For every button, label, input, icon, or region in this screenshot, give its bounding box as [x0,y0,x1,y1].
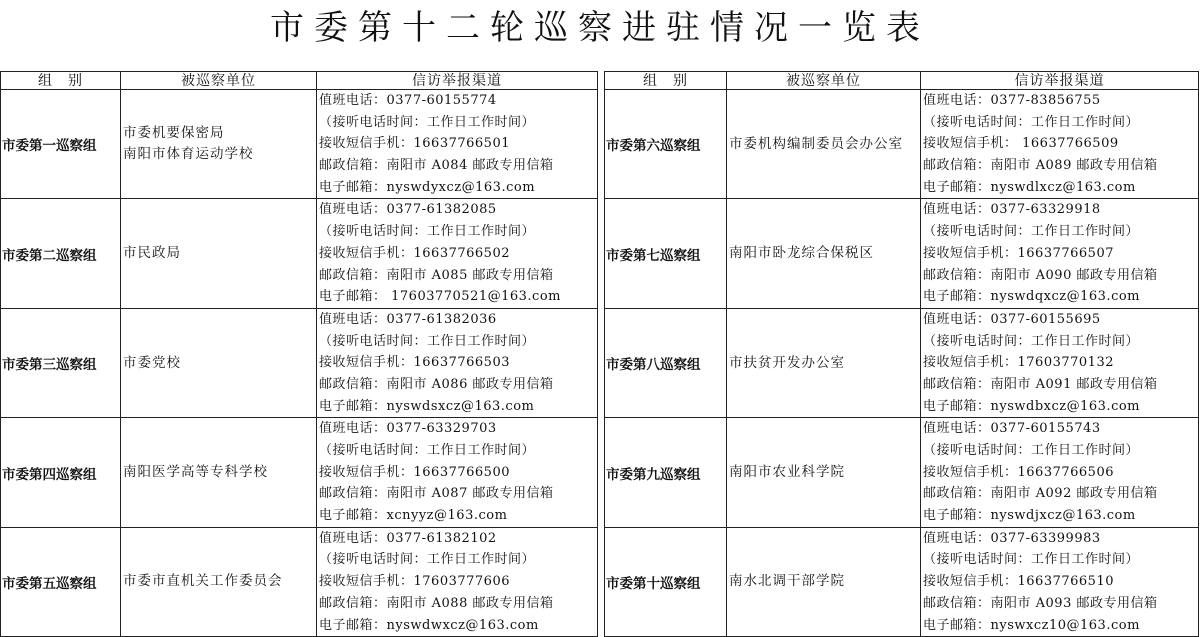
postal-box: 邮政信箱：南阳市 A085 邮政专用信箱 [319,267,554,283]
phone-hours: （接听电话时间：工作日工作时间） [319,114,536,130]
header-group: 组 别 [1,72,121,90]
phone-hours: （接听电话时间：工作日工作时间） [923,114,1140,130]
postal-box: 邮政信箱：南阳市 A091 邮政专用信箱 [923,376,1158,392]
sms-number: 接收短信手机：16637766500 [319,464,510,480]
email-address: 电子邮箱：nyswdyxcz@163.com [319,179,536,195]
inspected-unit: 市民政局 [121,199,317,308]
group-name: 市委第六巡察组 [605,90,727,199]
table-row [605,90,1199,199]
group-name: 市委第一巡察组 [1,90,121,199]
inspection-table-right [604,71,1199,637]
header-channel: 信访举报渠道 [317,72,598,90]
email-address: 电子邮箱：nyswdqxcz@163.com [923,289,1141,305]
group-name: 市委第十巡察组 [605,527,727,636]
header-channel: 信访举报渠道 [921,72,1199,90]
inspected-unit: 市扶贫开发办公室 [727,308,921,417]
duty-phone: 值班电话：0377-61382102 [319,530,497,546]
sms-number: 接收短信手机：16637766510 [923,574,1114,590]
group-name: 市委第七巡察组 [605,199,727,308]
inspected-unit: 市委机要保密局 南阳市体育运动学校 [121,90,317,199]
sms-number: 接收短信手机：16637766503 [319,355,510,371]
table-row [1,418,598,527]
group-name: 市委第二巡察组 [1,199,121,308]
duty-phone: 值班电话：0377-60155743 [923,421,1101,437]
table-row [1,90,598,199]
inspected-unit: 市委机构编制委员会办公室 [727,90,921,199]
duty-phone: 值班电话：0377-63399983 [923,530,1101,546]
report-channels [317,418,598,527]
postal-box: 邮政信箱：南阳市 A086 邮政专用信箱 [319,376,554,392]
sms-number: 接收短信手机：17603770132 [923,355,1114,371]
inspection-table-left [0,71,598,637]
postal-box: 邮政信箱：南阳市 A084 邮政专用信箱 [319,158,554,174]
phone-hours: （接听电话时间：工作日工作时间） [319,443,536,458]
report-channels [921,308,1199,417]
phone-hours: （接听电话时间：工作日工作时间） [923,224,1140,240]
email-address: 电子邮箱：xcnyyz@163.com [319,508,508,524]
report-channels [921,418,1199,527]
sms-number: 接收短信手机：16637766507 [923,245,1114,261]
phone-hours: （接听电话时间：工作日工作时间） [319,333,536,349]
duty-phone: 值班电话：0377-63329918 [923,202,1101,218]
sms-number: 接收短信手机： 16637766509 [923,136,1119,152]
header-group: 组 别 [605,72,727,90]
inspected-unit: 南阳市卧龙综合保税区 [727,199,921,308]
phone-hours: （接听电话时间：工作日工作时间） [319,552,536,568]
phone-hours: （接听电话时间：工作日工作时间） [923,333,1140,349]
group-name: 市委第四巡察组 [1,418,121,527]
table-row [1,308,598,417]
duty-phone: 值班电话：0377-61382085 [319,202,497,218]
report-channels [317,527,598,636]
duty-phone: 值班电话：0377-61382036 [319,311,497,327]
email-address: 电子邮箱：nyswdjxcz@163.com [923,508,1136,524]
phone-hours: （接听电话时间：工作日工作时间） [319,224,536,240]
phone-hours: （接听电话时间：工作日工作时间） [923,552,1140,568]
email-address: 电子邮箱：nyswdsxcz@163.com [319,398,535,414]
email-address: 电子邮箱： 17603770521@163.com [319,289,561,305]
duty-phone: 值班电话：0377-83856755 [923,93,1101,108]
group-name: 市委第九巡察组 [605,418,727,527]
report-channels [921,90,1199,199]
report-channels [921,199,1199,308]
postal-box: 邮政信箱：南阳市 A088 邮政专用信箱 [319,595,554,611]
table-row [605,308,1199,417]
table-row [1,527,598,636]
table-row [1,199,598,308]
postal-box: 邮政信箱：南阳市 A087 邮政专用信箱 [319,486,554,502]
group-name: 市委第五巡察组 [1,527,121,636]
page-title: 市委第十二轮巡察进驻情况一览表 [270,8,930,48]
email-address: 电子邮箱：nyswdwxcz@163.com [319,617,539,633]
group-name: 市委第三巡察组 [1,308,121,417]
postal-box: 邮政信箱：南阳市 A089 邮政专用信箱 [923,158,1158,174]
postal-box: 邮政信箱：南阳市 A090 邮政专用信箱 [923,267,1158,283]
report-channels [317,90,598,199]
phone-hours: （接听电话时间：工作日工作时间） [923,443,1140,458]
sms-number: 接收短信手机：16637766501 [319,136,510,152]
inspected-unit: 市委党校 [121,308,317,417]
report-channels [317,308,598,417]
duty-phone: 值班电话：0377-60155774 [319,93,497,108]
inspected-unit: 市委市直机关工作委员会 [121,527,317,636]
email-address: 电子邮箱：nyswdlxcz@163.com [923,179,1136,195]
inspected-unit: 南水北调干部学院 [727,527,921,636]
table-row [605,199,1199,308]
email-address: 电子邮箱：nyswdbxcz@163.com [923,398,1141,414]
duty-phone: 值班电话：0377-63329703 [319,421,497,437]
table-row [605,418,1199,527]
duty-phone: 值班电话：0377-60155695 [923,311,1101,327]
group-name: 市委第八巡察组 [605,308,727,417]
inspected-unit: 南阳市农业科学院 [727,418,921,527]
postal-box: 邮政信箱：南阳市 A093 邮政专用信箱 [923,595,1158,611]
report-channels [921,527,1199,636]
sms-number: 接收短信手机：17603777606 [319,574,510,590]
header-unit: 被巡察单位 [727,72,921,90]
email-address: 电子邮箱：nyswxcz10@163.com [923,617,1140,633]
report-channels [317,199,598,308]
postal-box: 邮政信箱：南阳市 A092 邮政专用信箱 [923,486,1158,502]
sms-number: 接收短信手机：16637766506 [923,464,1114,480]
sms-number: 接收短信手机：16637766502 [319,245,510,261]
header-unit: 被巡察单位 [121,72,317,90]
table-row [605,527,1199,636]
inspected-unit: 南阳医学高等专科学校 [121,418,317,527]
